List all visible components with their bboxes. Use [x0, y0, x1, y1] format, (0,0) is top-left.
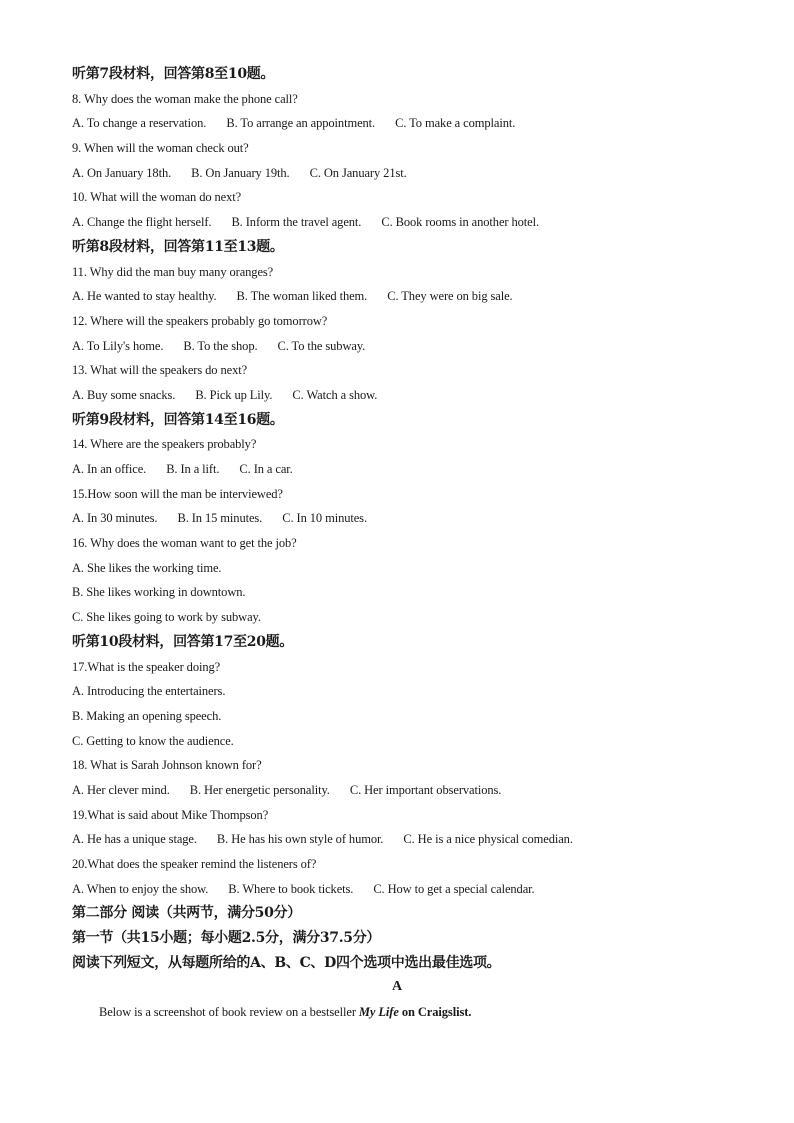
options-row	[72, 334, 722, 359]
section-header: 听第8段材料，回答第11至13题。	[72, 238, 284, 255]
question-line: 15.How soon will the man be interviewed?	[72, 486, 283, 501]
section-header: 第一节（共15小题；每小题2.5分，满分37.5分）	[72, 930, 381, 947]
answer-option: A. When to enjoy the show.	[72, 881, 209, 896]
exam-page	[72, 62, 722, 1025]
answer-option: B. Inform the travel agent.	[231, 215, 362, 230]
question-line: 11. Why did the man buy many oranges?	[72, 264, 274, 279]
passage-label: A	[391, 979, 402, 995]
answer-option: B. In 15 minutes.	[177, 511, 263, 526]
section-header: 听第10段材料，回答第17至20题。	[72, 633, 294, 650]
answer-option: A. Her clever mind.	[72, 782, 170, 797]
answer-option: B. To arrange an appointment.	[226, 116, 376, 131]
question-line: 17.What is the speaker doing?	[72, 659, 221, 674]
section-header: 第二部分 阅读（共两节，满分50分）	[72, 905, 301, 922]
answer-option: A. On January 18th.	[72, 165, 172, 180]
answer-option: B. He has his own style of humor.	[216, 832, 384, 847]
question-line: 16. Why does the woman want to get the job?	[72, 536, 297, 551]
options-row	[72, 877, 722, 902]
answer-option: C. How to get a special calendar.	[373, 881, 535, 896]
options-row	[72, 506, 722, 531]
section-header: 阅读下列短文，从每题所给的A、B、C、D四个选项中选出最佳选项。	[72, 954, 501, 971]
options-row	[72, 161, 722, 186]
answer-option: B. The woman liked them.	[236, 289, 368, 304]
answer-option: C. Her important observations.	[349, 782, 502, 797]
section-header: 听第7段材料，回答第8至10题。	[72, 66, 275, 82]
answer-option: C. Watch a show.	[292, 387, 378, 402]
question-line: 18. What is Sarah Johnson known for?	[72, 758, 262, 773]
answer-option: A. He has a unique stage.	[72, 832, 197, 847]
options-row	[72, 457, 722, 482]
answer-option: B. In a lift.	[166, 462, 220, 476]
question-line: B. She likes working in downtown.	[72, 585, 246, 600]
answer-option: B. Her energetic personality.	[189, 782, 330, 797]
question-line: 13. What will the speakers do next?	[72, 363, 248, 378]
answer-option: A. To change a reservation.	[72, 116, 207, 131]
question-line: 19.What is said about Mike Thompson?	[72, 807, 269, 822]
intro-suffix: on Craigslist.	[398, 1005, 472, 1020]
options-row	[72, 383, 722, 408]
answer-option: C. On January 21st.	[309, 165, 407, 180]
options-row	[72, 778, 722, 803]
answer-option: C. To make a complaint.	[395, 116, 516, 131]
question-line: 9. When will the woman check out?	[72, 141, 249, 156]
options-row	[72, 284, 722, 309]
answer-option: C. Book rooms in another hotel.	[381, 215, 539, 230]
question-line: C. Getting to know the audience.	[72, 733, 234, 748]
answer-option: B. Pick up Lily.	[195, 387, 273, 402]
question-line: A. Introducing the entertainers.	[72, 684, 226, 699]
question-line: C. She likes going to work by subway.	[72, 610, 261, 625]
answer-option: A. In 30 minutes.	[72, 511, 158, 526]
answer-option: A. He wanted to stay healthy.	[72, 289, 217, 304]
question-line: A. She likes the working time.	[72, 560, 222, 575]
answer-option: A. To Lily's home.	[72, 338, 164, 353]
answer-option: A. Change the flight herself.	[72, 215, 212, 230]
question-line: 8. Why does the woman make the phone call?	[72, 91, 298, 106]
question-line: 10. What will the woman do next?	[72, 190, 242, 205]
options-row	[72, 210, 722, 235]
question-line: B. Making an opening speech.	[72, 708, 222, 723]
answer-option: C. They were on big sale.	[387, 289, 513, 304]
question-line: 20.What does the speaker remind the listeners of?	[72, 857, 317, 871]
question-line: 12. Where will the speakers probably go tomorrow?	[72, 313, 328, 328]
answer-option: A. Buy some snacks.	[72, 387, 176, 402]
book-title: My Life	[358, 1005, 399, 1020]
options-row	[72, 111, 722, 136]
question-line: 14. Where are the speakers probably?	[72, 437, 257, 452]
options-row	[72, 827, 722, 852]
answer-option: C. In 10 minutes.	[282, 511, 367, 526]
answer-option: B. To the shop.	[183, 338, 258, 353]
answer-option: A. In an office.	[72, 462, 147, 476]
section-header: 听第9段材料，回答第14至16题。	[72, 411, 284, 428]
answer-option: B. Where to book tickets.	[228, 881, 354, 896]
answer-option: C. He is a nice physical comedian.	[403, 832, 573, 847]
answer-option: B. On January 19th.	[191, 165, 290, 180]
passage-intro	[72, 1000, 722, 1025]
intro-prefix: Below is a screenshot of book review on a bestseller	[99, 1005, 359, 1020]
answer-option: C. In a car.	[239, 462, 293, 476]
answer-option: C. To the subway.	[277, 338, 366, 353]
